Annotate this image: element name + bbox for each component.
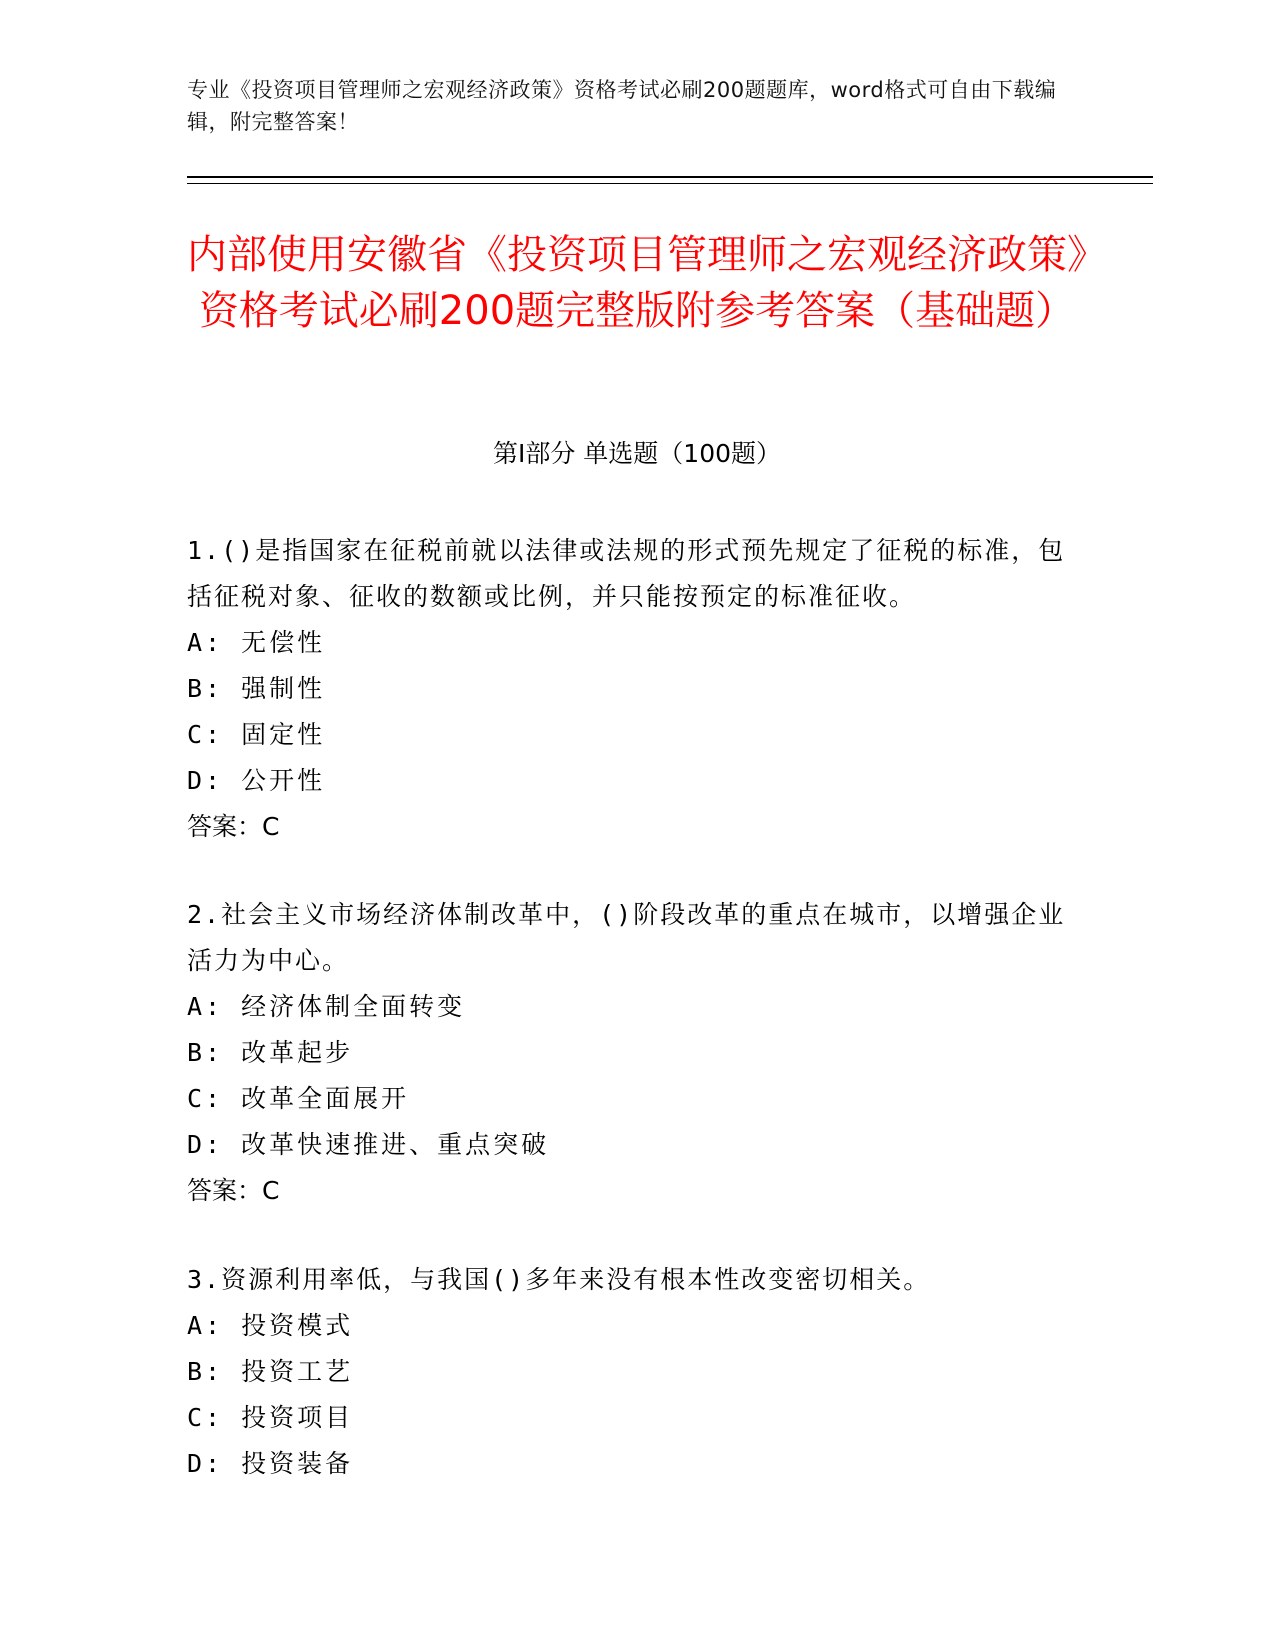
- header-divider-thin: [187, 183, 1153, 184]
- question-stem: 1.()是指国家在征税前就以法律或法规的形式预先规定了征税的标准，包括征税对象、征收的数额或比例，并只能按预定的标准征收。: [187, 536, 1066, 611]
- option-d: D: 公开性: [187, 766, 326, 795]
- option-b: B: 改革起步: [187, 1038, 354, 1067]
- document-title: 内部使用安徽省《投资项目管理师之宏观经济政策》资格考试必刷200题完整版附参考答案（基础题）: [187, 232, 1087, 334]
- section-title: 第Ⅰ部分 单选题（100题）: [492, 439, 782, 468]
- option-a: A: 无偿性: [187, 628, 326, 657]
- answer: 答案：C: [187, 1176, 280, 1205]
- option-d: D: 改革快速推进、重点突破: [187, 1130, 550, 1159]
- option-c: C: 固定性: [187, 720, 326, 749]
- question-3: [187, 1257, 1067, 1487]
- question-stem: 2.社会主义市场经济体制改革中，()阶段改革的重点在城市，以增强企业活力为中心。: [187, 900, 1066, 975]
- header-note: 专业《投资项目管理师之宏观经济政策》资格考试必刷200题题库，word格式可自由下载编辑，附完整答案！: [187, 78, 1057, 134]
- option-b: B: 投资工艺: [187, 1357, 354, 1386]
- header-divider-thick: [187, 176, 1153, 178]
- option-c: C: 投资项目: [187, 1403, 354, 1432]
- option-b: B: 强制性: [187, 674, 326, 703]
- question-2: [187, 892, 1067, 1214]
- option-a: A: 投资模式: [187, 1311, 354, 1340]
- answer: 答案：C: [187, 812, 280, 841]
- option-c: C: 改革全面展开: [187, 1084, 410, 1113]
- question-1: [187, 528, 1067, 850]
- question-stem: 3.资源利用率低，与我国()多年来没有根本性改变密切相关。: [187, 1265, 931, 1294]
- option-a: A: 经济体制全面转变: [187, 992, 466, 1021]
- option-d: D: 投资装备: [187, 1449, 354, 1478]
